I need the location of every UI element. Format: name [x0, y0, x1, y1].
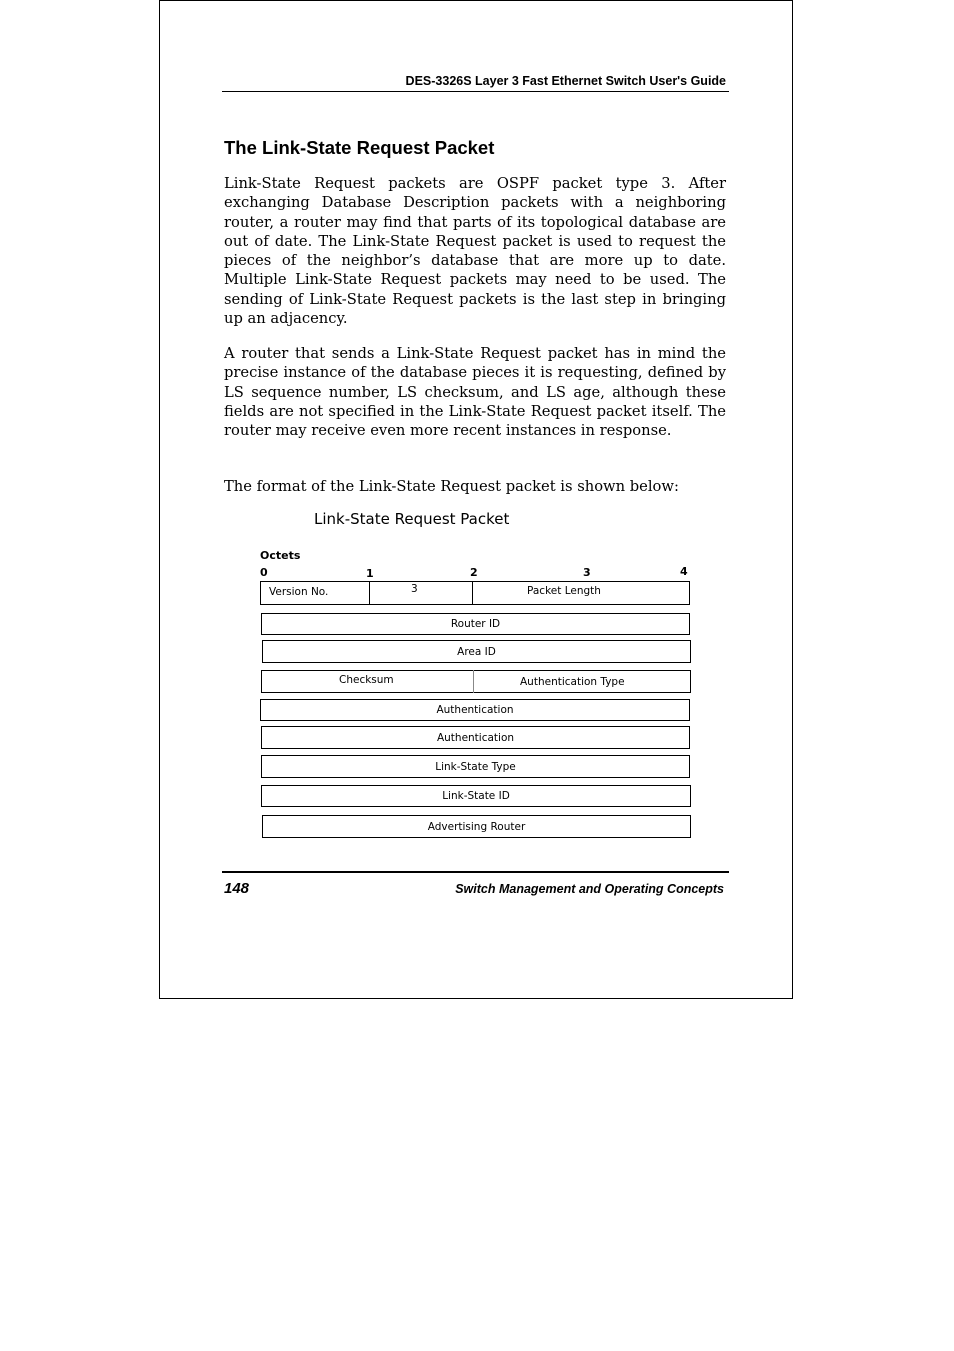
octet-marker-0: 0: [260, 566, 268, 579]
section-heading: The Link-State Request Packet: [224, 137, 495, 158]
field-authentication-2: Authentication: [261, 726, 690, 749]
field-checksum: Checksum: [339, 674, 394, 686]
field-divider: [473, 670, 474, 693]
checksum-row: [261, 670, 691, 693]
field-link-state-id: Link-State ID: [261, 785, 691, 807]
field-packet-length: Packet Length: [527, 585, 601, 597]
paragraph-1: Link-State Request packets are OSPF packet type 3. After exchanging Database Description packets with a neighboring router, a router may find that parts of its topological database are out of date. The Link-State Request packet is used to request the pieces of the neighbor’s database that are more up to date. Multiple Link-State Request packets may need to be used. The sending of Link-State Request packets is the last step in bringing up an adjacency.: [224, 175, 726, 328]
paragraph-3: The format of the Link-State Request packet is shown below:: [224, 478, 679, 495]
running-header: DES-3326S Layer 3 Fast Ethernet Switch User's Guide: [405, 74, 726, 88]
page-number: 148: [224, 880, 250, 897]
octet-marker-2: 2: [470, 566, 478, 579]
field-area-id: Area ID: [262, 640, 691, 663]
field-auth-type: Authentication Type: [520, 676, 625, 688]
footer-section-title: Switch Management and Operating Concepts: [455, 882, 724, 896]
octet-marker-4: 4: [680, 565, 688, 578]
field-router-id: Router ID: [261, 613, 690, 635]
octet-marker-1: 1: [366, 567, 374, 580]
octets-label: Octets: [260, 549, 301, 562]
field-advertising-router: Advertising Router: [262, 815, 691, 838]
field-authentication-1: Authentication: [260, 699, 690, 721]
field-packet-type: 3: [411, 583, 418, 595]
diagram-caption: Link-State Request Packet: [314, 510, 510, 528]
paragraph-2: A router that sends a Link-State Request packet has in mind the precise instance of the database pieces it is requesting, defined by LS sequence number, LS checksum, and LS age, although these fields are not specified in the Link-State Request packet itself. The router may receive even more recent instances in response.: [224, 345, 726, 440]
field-link-state-type: Link-State Type: [261, 755, 690, 778]
field-version: Version No.: [269, 586, 329, 598]
footer-rule: [222, 871, 729, 873]
octet-marker-3: 3: [583, 566, 591, 579]
field-divider: [369, 581, 370, 605]
field-divider: [472, 581, 473, 605]
header-rule: [222, 91, 729, 92]
